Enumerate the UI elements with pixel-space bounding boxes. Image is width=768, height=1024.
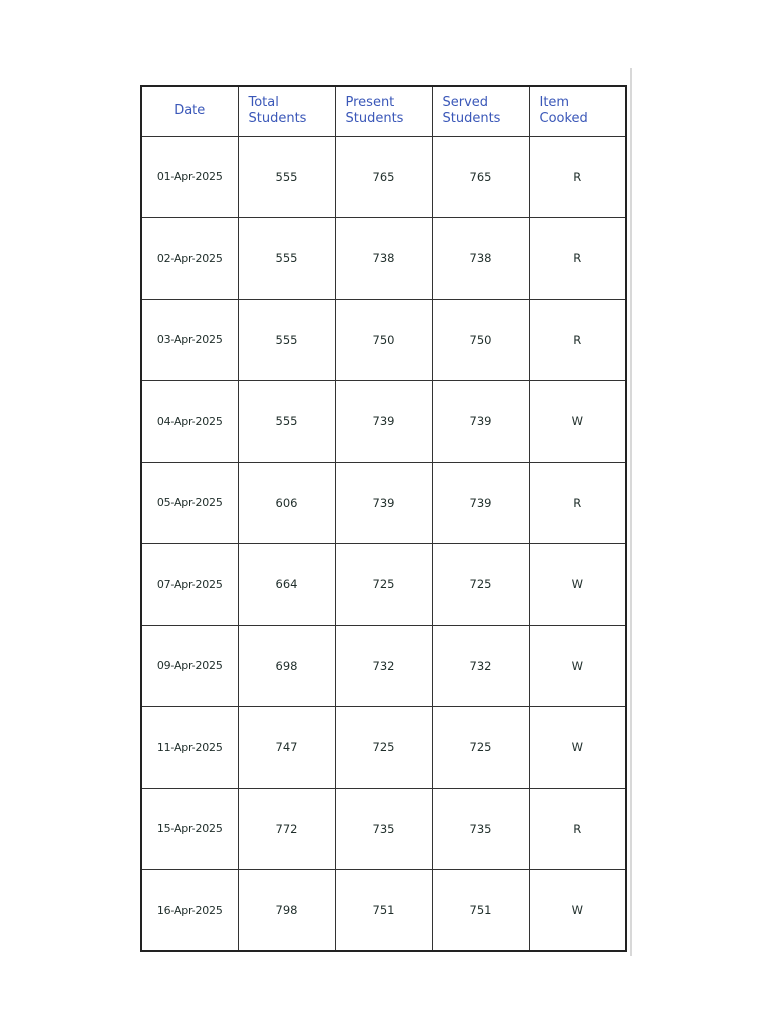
header-date: Date: [141, 86, 238, 136]
cell-total-students: 772: [238, 788, 335, 870]
cell-item-cooked: R: [529, 299, 626, 381]
table-row: [141, 707, 626, 789]
cell-date: 11-Apr-2025: [141, 707, 238, 789]
cell-total-students: 606: [238, 462, 335, 544]
header-served-students: Served Students: [432, 86, 529, 136]
cell-date: 02-Apr-2025: [141, 218, 238, 300]
cell-item-cooked: W: [529, 870, 626, 952]
cell-item-cooked: R: [529, 218, 626, 300]
cell-item-cooked: R: [529, 462, 626, 544]
cell-date: 09-Apr-2025: [141, 625, 238, 707]
cell-date: 07-Apr-2025: [141, 544, 238, 626]
table-body: [141, 136, 626, 951]
table-row: [141, 788, 626, 870]
header-item-cooked: Item Cooked: [529, 86, 626, 136]
cell-total-students: 664: [238, 544, 335, 626]
header-total-students: Total Students: [238, 86, 335, 136]
cell-item-cooked: R: [529, 788, 626, 870]
table-row: [141, 544, 626, 626]
table-row: [141, 136, 626, 218]
cell-total-students: 555: [238, 218, 335, 300]
cell-present-students: 765: [335, 136, 432, 218]
cell-item-cooked: R: [529, 136, 626, 218]
table-row: [141, 218, 626, 300]
cell-present-students: 739: [335, 462, 432, 544]
cell-item-cooked: W: [529, 381, 626, 463]
cell-item-cooked: W: [529, 544, 626, 626]
cell-present-students: 751: [335, 870, 432, 952]
cell-present-students: 725: [335, 707, 432, 789]
cell-served-students: 725: [432, 544, 529, 626]
table-row: [141, 462, 626, 544]
table-row: [141, 625, 626, 707]
cell-served-students: 739: [432, 381, 529, 463]
cell-served-students: 765: [432, 136, 529, 218]
cell-present-students: 735: [335, 788, 432, 870]
cell-present-students: 738: [335, 218, 432, 300]
cell-served-students: 739: [432, 462, 529, 544]
cell-date: 03-Apr-2025: [141, 299, 238, 381]
cell-present-students: 739: [335, 381, 432, 463]
cell-served-students: 738: [432, 218, 529, 300]
page-edge-divider: [630, 68, 632, 956]
cell-date: 04-Apr-2025: [141, 381, 238, 463]
cell-total-students: 747: [238, 707, 335, 789]
cell-date: 01-Apr-2025: [141, 136, 238, 218]
cell-served-students: 732: [432, 625, 529, 707]
cell-served-students: 735: [432, 788, 529, 870]
table-header: [141, 86, 626, 136]
cell-total-students: 555: [238, 299, 335, 381]
cell-present-students: 725: [335, 544, 432, 626]
table-row: [141, 381, 626, 463]
header-present-students: Present Students: [335, 86, 432, 136]
cell-total-students: 555: [238, 136, 335, 218]
cell-item-cooked: W: [529, 625, 626, 707]
cell-date: 15-Apr-2025: [141, 788, 238, 870]
attendance-table: [140, 85, 627, 952]
table-row: [141, 299, 626, 381]
cell-served-students: 751: [432, 870, 529, 952]
cell-present-students: 750: [335, 299, 432, 381]
cell-total-students: 555: [238, 381, 335, 463]
cell-date: 05-Apr-2025: [141, 462, 238, 544]
cell-total-students: 798: [238, 870, 335, 952]
cell-present-students: 732: [335, 625, 432, 707]
cell-item-cooked: W: [529, 707, 626, 789]
table-row: [141, 870, 626, 952]
cell-served-students: 725: [432, 707, 529, 789]
cell-date: 16-Apr-2025: [141, 870, 238, 952]
cell-served-students: 750: [432, 299, 529, 381]
header-row: [141, 86, 626, 136]
cell-total-students: 698: [238, 625, 335, 707]
